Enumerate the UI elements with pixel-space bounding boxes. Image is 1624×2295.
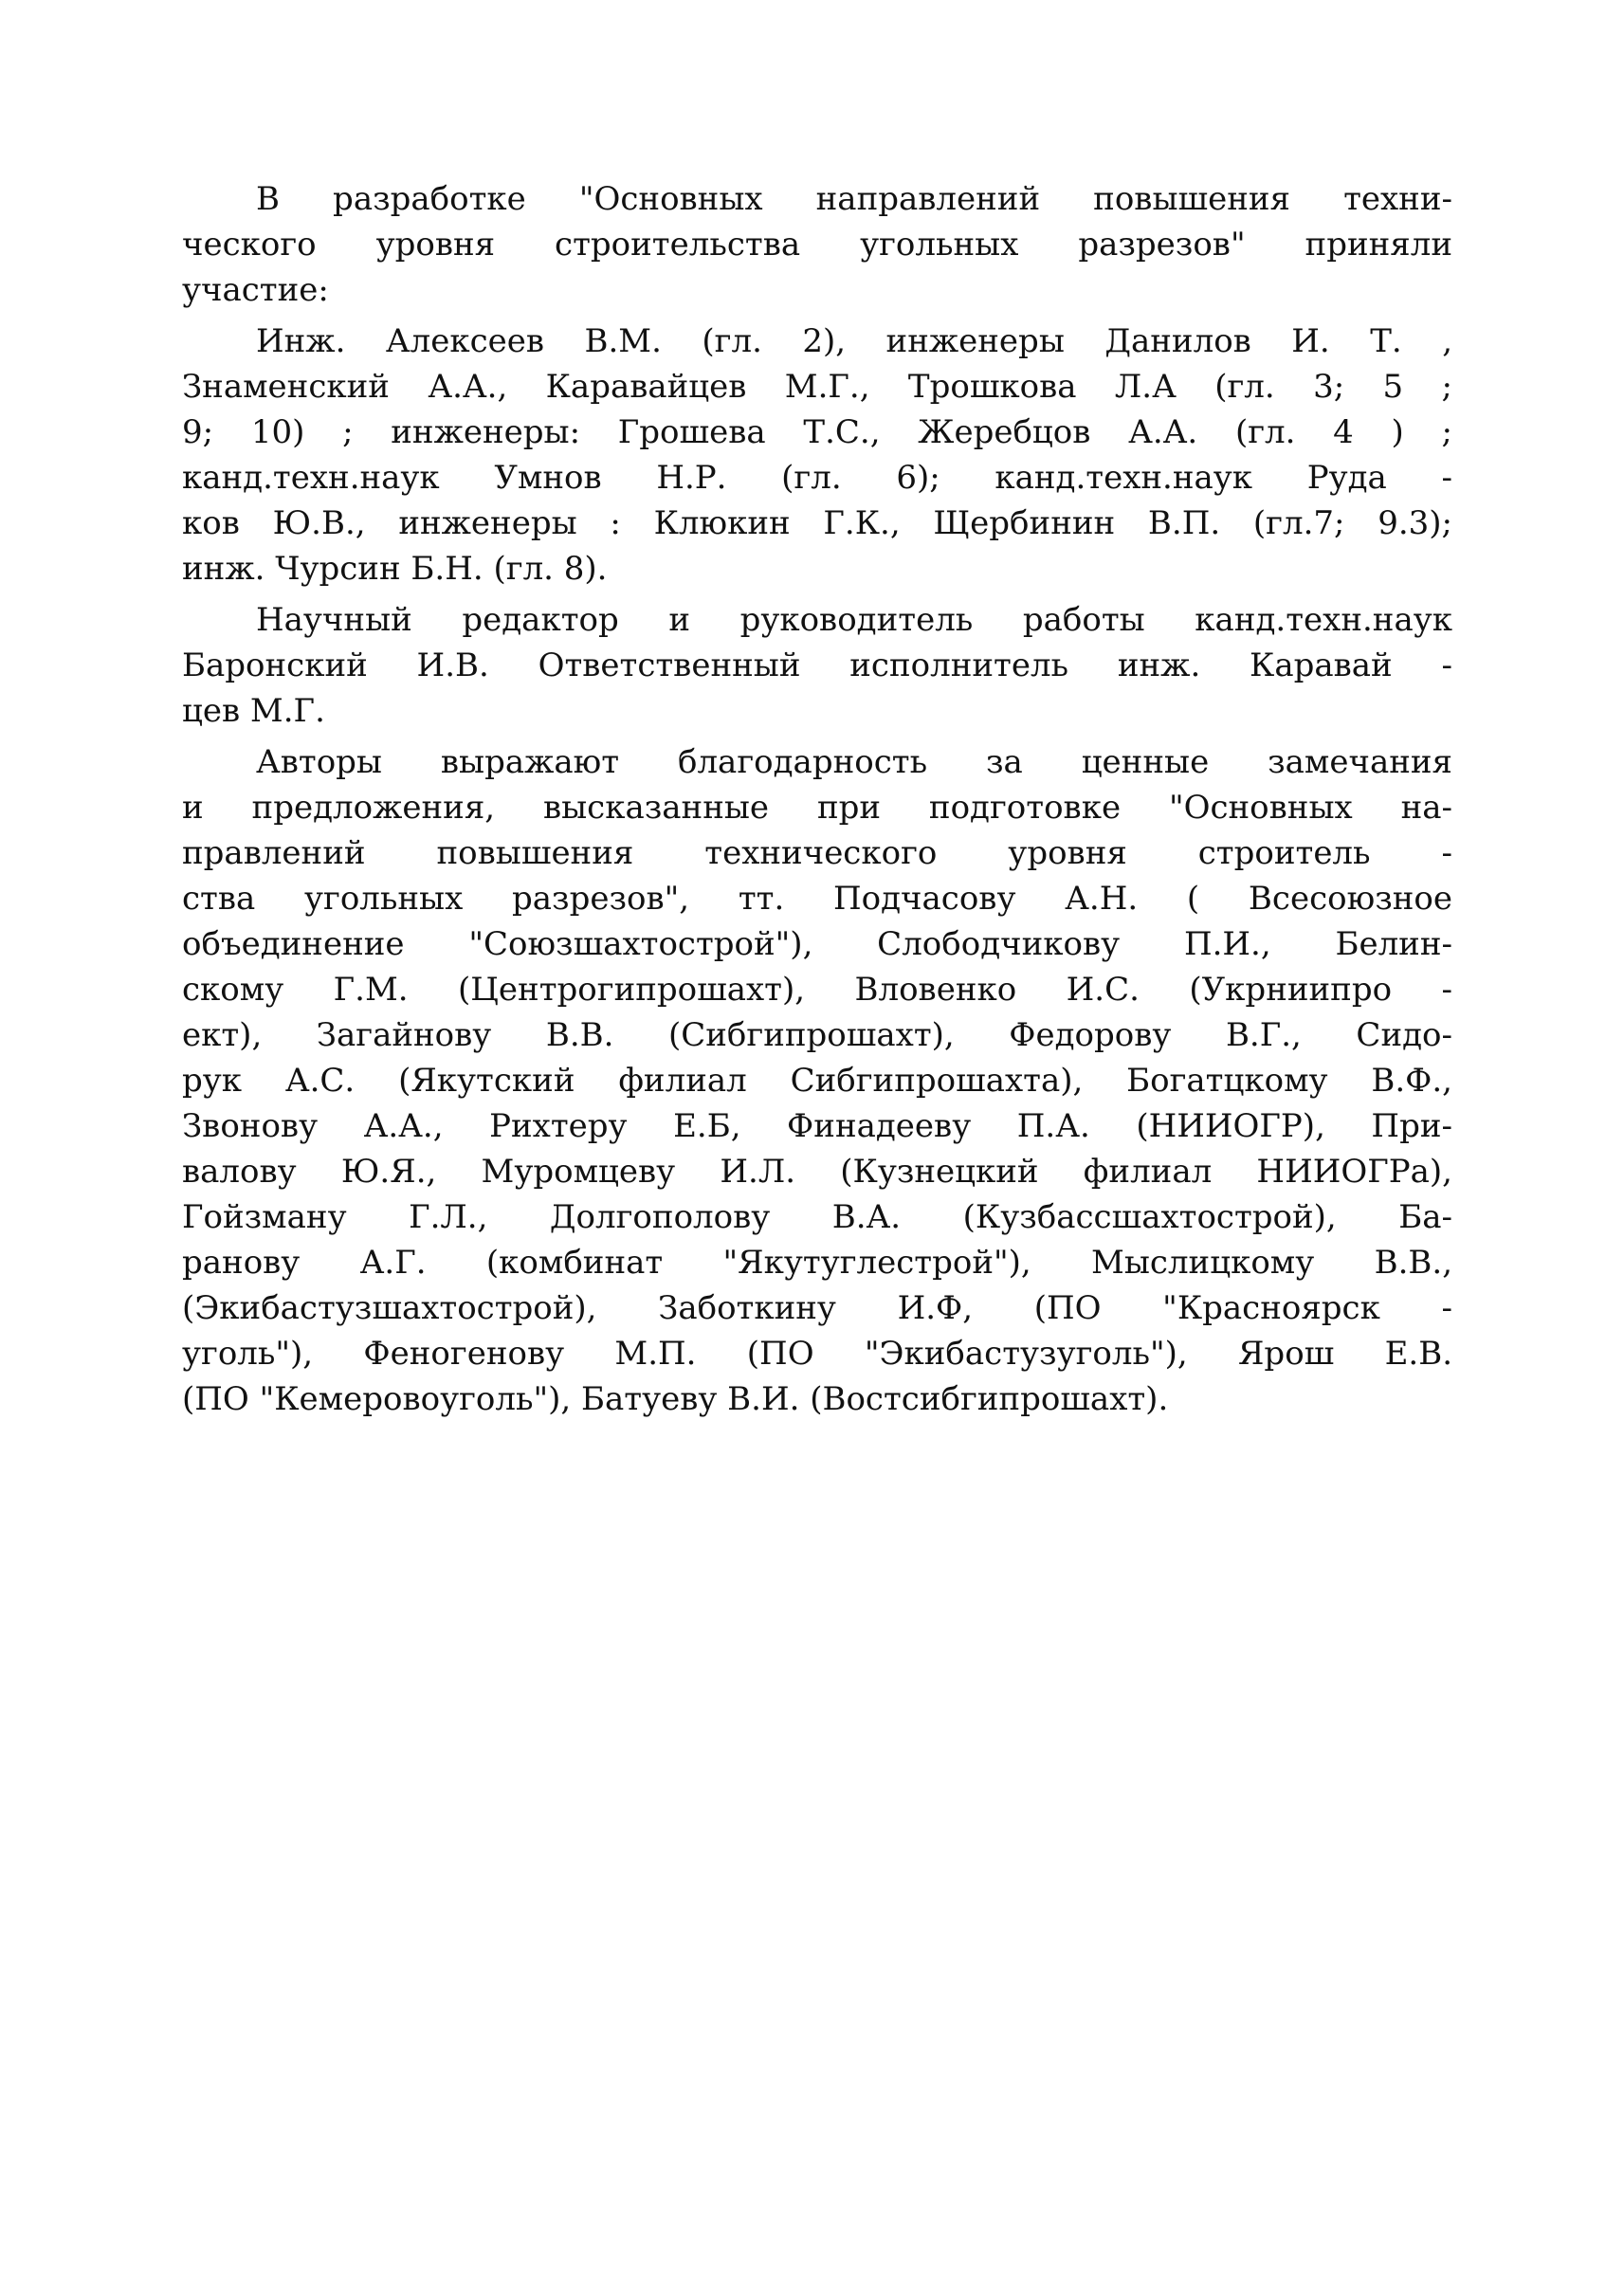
text-line: участие: xyxy=(182,271,329,309)
text-line: Гойзману Г.Л., Долгополову В.А. (Кузбассшахтострой), Ба- xyxy=(182,1198,1452,1236)
text-line: уголь"), Феногенову М.П. (ПО "Экибастузуголь"), Ярош Е.В. xyxy=(182,1335,1452,1373)
text-line: инж. Чурсин Б.Н. (гл. 8). xyxy=(182,550,608,588)
text-line: правлений повышения технического уровня строитель - xyxy=(182,834,1452,872)
text-line: канд.техн.наук Умнов Н.Р. (гл. 6); канд.техн.наук Руда - xyxy=(182,459,1452,497)
text-line: и предложения, высказанные при подготовке "Основных на- xyxy=(182,789,1452,827)
text-line: Инж. Алексеев В.М. (гл. 2), инженеры Данилов И. Т. , xyxy=(256,322,1452,360)
text-line: В разработке "Основных направлений повышения техни- xyxy=(256,180,1452,218)
acknowledgements-paragraph xyxy=(182,739,1452,1422)
text-line: ков Ю.В., инженеры : Клюкин Г.К., Щербинин В.П. (гл.7; 9.3); xyxy=(182,504,1452,542)
text-line: валову Ю.Я., Муромцеву И.Л. (Кузнецкий филиал НИИОГРа), xyxy=(182,1153,1452,1191)
text-line: ект), Загайнову В.В. (Сибгипрошахт), Федорову В.Г., Сидо- xyxy=(182,1016,1452,1054)
text-line: ческого уровня строительства угольных разрезов" приняли xyxy=(182,226,1452,264)
text-line: Баронский И.В. Ответственный исполнитель инж. Каравай - xyxy=(182,647,1452,684)
text-line: 9; 10) ; инженеры: Грошева Т.С., Жеребцов А.А. (гл. 4 ) ; xyxy=(182,413,1452,451)
editor-info-paragraph xyxy=(182,597,1452,734)
text-line: скому Г.М. (Центрогипрошахт), Вловенко И.С. (Укрниипро - xyxy=(182,971,1452,1009)
text-line: (ПО "Кемеровоуголь"), Батуеву В.И. (Востсибгипрошахт). xyxy=(182,1380,1169,1418)
participants-intro-paragraph xyxy=(182,176,1452,313)
text-line: цев М.Г. xyxy=(182,692,325,730)
text-line: ства угольных разрезов", тт. Подчасову А.Н. ( Всесоюзное xyxy=(182,880,1452,918)
text-line: ранову А.Г. (комбинат "Якутуглестрой"), Мыслицкому В.В., xyxy=(182,1244,1452,1282)
text-line: Научный редактор и руководитель работы канд.техн.наук xyxy=(256,601,1452,639)
text-line: рук А.С. (Якутский филиал Сибгипрошахта), Богатцкому В.Ф., xyxy=(182,1062,1452,1100)
authors-list-paragraph xyxy=(182,319,1452,592)
text-block xyxy=(182,176,1452,1422)
text-line: Звонову А.А., Рихтеру Е.Б, Финадееву П.А. (НИИОГР), При- xyxy=(182,1107,1452,1145)
text-line: объединение "Союзшахтострой"), Слободчикову П.И., Белин- xyxy=(182,925,1452,963)
text-line: Знаменский А.А., Каравайцев М.Г., Трошкова Л.А (гл. 3; 5 ; xyxy=(182,368,1452,406)
text-line: (Экибастузшахтострой), Заботкину И.Ф, (ПО "Красноярск - xyxy=(182,1289,1452,1327)
text-line: Авторы выражают благодарность за ценные замечания xyxy=(256,743,1452,781)
